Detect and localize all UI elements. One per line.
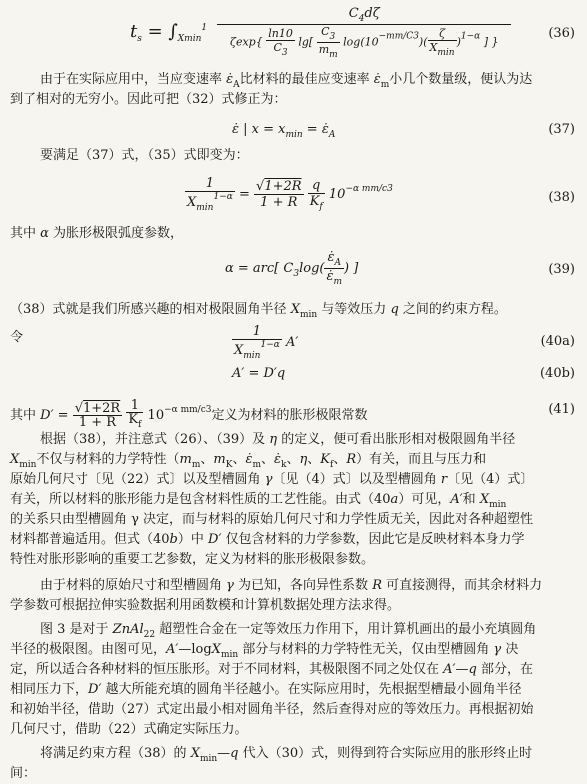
paragraph-line: 由于材料的原始尺寸和型槽圆角 γ 为已知，各向异性系数 R 可直接测得，而其余材料力	[40, 578, 543, 593]
paragraph-line: 半径的极限图。由图可见，A′—logX$_{min}$ 部分与材料的力学特性无关，仅由型槽圆角 γ 决	[10, 642, 519, 660]
eq36-number: (36)	[548, 26, 575, 41]
equation-40b: A′ = D′q	[232, 366, 286, 381]
paragraph-line: 其中 α 为胀形极限弧度参数，	[10, 226, 184, 241]
eq37-number: (37)	[548, 122, 575, 137]
paragraph-line: 学参数可根据拉伸实验数据利用函数模和计算机数据处理方法求得。	[10, 598, 401, 613]
paragraph-line: 特性对胀形影响的重要工艺参数，定义为材料的胀形极限参数。	[10, 552, 375, 567]
paragraph-line: 的关系只由型槽圆角 γ 决定，而与材料的原始几何尺寸和力学性质无关，因此对各种超塑性	[10, 512, 534, 527]
eq36-integral: $t_s = \int_{Xmin}^1$	[130, 20, 208, 44]
paragraph-line: $X_{min}$不仅与材料的力学特性（$m_m$、$m_K$、$\varepsiloṅ_m$、$\varepsiloṅ_k$、η、$K_f$、R）有关，而且与压力和	[10, 452, 487, 470]
equation-37: ε̇ | $x = x_{min}$ = $\varepsiloṅ_A$	[232, 122, 336, 140]
paragraph-line: 间：	[10, 766, 37, 781]
paragraph-line: 要满足（37）式，（35）式即变为：	[40, 148, 249, 163]
paragraph-line: 其中 D′ = $\frac{√1+2R}{1 + R}$ $\frac{1}{K_f}$ $10^{-\alpha mm/c3}$定义为材料的胀形极限常数	[10, 398, 368, 430]
paragraph-line: 到了相对的无穷小。因此可把（32）式修正为：	[10, 92, 287, 107]
paragraph-line: 几何尺寸，借助（22）式确定实际压力。	[10, 722, 248, 737]
paragraph-line: 将满足约束方程（38）的 $X_{min}—q$ 代入（30）式，则得到符合实际应用的胀形终止时	[40, 746, 533, 764]
paragraph-line: 由于在实际应用中，当应变速率 $\varepsiloṅ_A$比材料的最佳应变速率 $\varepsiloṅ_m$小几个数量级，便认为达	[40, 72, 533, 90]
eq38-number: (38)	[548, 190, 575, 205]
equation-40a: $\frac{1}{X_{min}^{1-\alpha}}$ A′	[234, 324, 299, 361]
eq36-fraction: $C_4d\zeta$ ζexp{ $\frac{\ln 10}{C_3}$ lg[ $\frac{C_3}{m_m}$ $\log(10^{-mm/C3})$( $\frac{\zeta}{X_{min}}$ )$^{1-\alpha}$ ] }	[217, 6, 511, 60]
equation-36	[130, 6, 511, 60]
equation-38: $\frac{1}{X_{min}^{1-\alpha}}$ = $\frac{√1+2R}{1 + R}$ $\frac{q}{K_f}$ $10^{-\alpha mm/c3}$	[187, 176, 393, 213]
eq40b-number: (40b)	[539, 366, 575, 381]
eq40a-number: (40a)	[540, 334, 575, 349]
paragraph-line: 定，所以适合各种材料的恒压胀形。对于不同材料，其极限图不同之处仅在 A′—q 部分，在	[10, 662, 533, 677]
paragraph-line: 令	[10, 330, 24, 345]
paragraph-line: 原始几何尺寸〔见（22）式〕以及型槽圆角 γ〔见（4）式〕以及型槽圆角 r〔见（4）式〕	[10, 472, 534, 487]
paragraph-line: 有关，所以材料的胀形能力是包含材料性质的工艺性能。由式（40a）可见，A′和 $X_{min}$	[10, 492, 507, 510]
eq41-number: (41)	[548, 402, 575, 417]
paragraph-line: 和初始半径，借助（27）式定出最小相对圆角半径，然后查得对应的等效压力。再根据初始	[10, 702, 534, 717]
paragraph-line: 材料都普遍适用。但式（40b）中 D′ 仅包含材料的力学参数，因此它是反映材料本身力学	[10, 532, 525, 547]
paragraph-line: 图 3 是对于 ZnAl$_{22}$ 超塑性合金在一定等效压力作用下，用计算机画出的最小充填圆角	[40, 622, 537, 640]
eq39-number: (39)	[548, 262, 575, 277]
equation-39: α = arc[ $C_3\log$( $\frac{\varepsiloṅ_A}{\varepsiloṅ_m}$ ) ]	[225, 250, 359, 287]
paragraph-line: 根据（38），并注意式（26）、（39）及 η 的定义，便可看出胀形相对极限圆角半径	[40, 432, 516, 447]
paragraph-line: 相同压力下，D′ 越大所能充填的圆角半径越小。在实际应用时，先根据型槽最小圆角半径	[10, 682, 522, 697]
paragraph-line: （38）式就是我们所感兴趣的相对极限圆角半径 $X_{min}$ 与等效压力 q 之间的约束方程。	[10, 302, 507, 320]
